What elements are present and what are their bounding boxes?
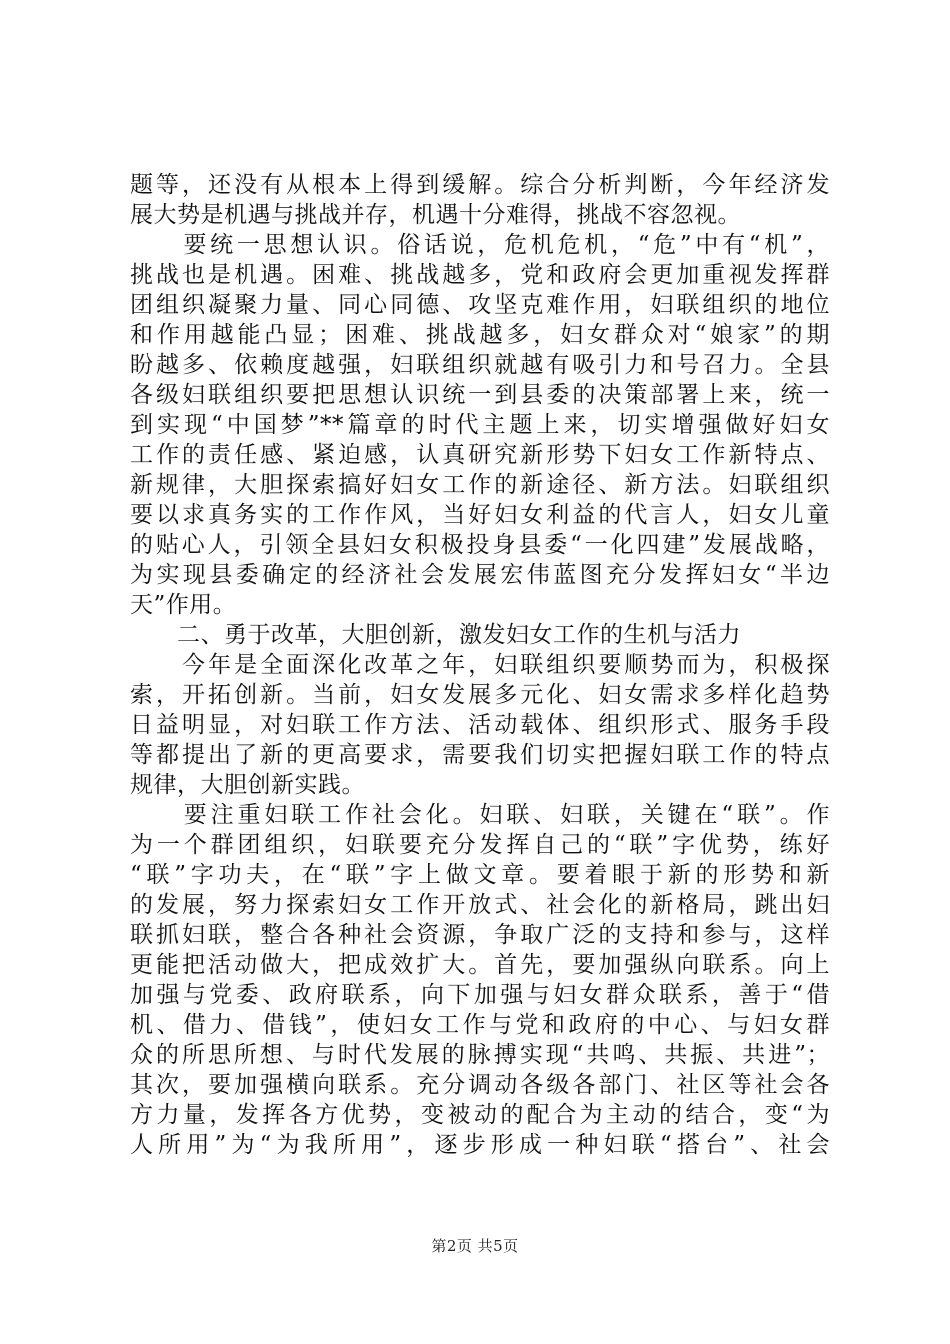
text-line: 要统一思想认识。俗话说，危机危机，“危”中有“机”， xyxy=(130,232,830,258)
body-text xyxy=(130,170,830,1160)
text-line: 的发展，努力探索妇女工作开放式、社会化的新格局，跳出妇 xyxy=(130,892,830,918)
text-line: 题等，还没有从根本上得到缓解。综合分析判断，今年经济发 xyxy=(130,172,830,198)
text-line: 为一个群团组织，妇联要充分发挥自己的“联”字优势，练好 xyxy=(130,832,830,858)
page-footer: 第2页 共5页 xyxy=(431,1237,519,1255)
text-line: 人所用”为“为我所用”，逐步形成一种妇联“搭台”、社会 xyxy=(130,1132,830,1158)
text-line: 联抓妇联，整合各种社会资源，争取广泛的支持和参与，这样 xyxy=(130,922,830,948)
text-line: 挑战也是机遇。困难、挑战越多，党和政府会更加重视发挥群 xyxy=(130,262,830,288)
text-line: 盼越多、依赖度越强，妇联组织就越有吸引力和号召力。全县 xyxy=(130,352,830,378)
text-line: 和作用越能凸显；困难、挑战越多，妇女群众对“娘家”的期 xyxy=(130,322,830,348)
text-line: 索，开拓创新。当前，妇女发展多元化、妇女需求多样化趋势 xyxy=(130,682,830,708)
text-line: 更能把活动做大，把成效扩大。首先，要加强纵向联系。向上 xyxy=(130,952,830,978)
text-line: 各级妇联组织要把思想认识统一到县委的决策部署上来，统一 xyxy=(130,382,830,408)
text-line: 机、借力、借钱”，使妇女工作与党和政府的中心、与妇女群 xyxy=(130,1012,830,1038)
text-line: 众的所思所想、与时代发展的脉搏实现“共鸣、共振、共进”； xyxy=(130,1042,830,1068)
text-line: 二、勇于改革，大胆创新，激发妇女工作的生机与活力 xyxy=(130,622,741,648)
text-line: 加强与党委、政府联系，向下加强与妇女群众联系，善于“借 xyxy=(130,982,830,1008)
text-line: 工作的责任感、紧迫感，认真研究新形势下妇女工作新特点、 xyxy=(130,442,830,468)
text-line: 新规律，大胆探索搞好妇女工作的新途径、新方法。妇联组织 xyxy=(130,472,830,498)
text-line: 日益明显，对妇联工作方法、活动载体、组织形式、服务手段 xyxy=(130,712,830,738)
text-line: 规律，大胆创新实践。 xyxy=(130,772,365,798)
text-line: 今年是全面深化改革之年，妇联组织要顺势而为，积极探 xyxy=(130,652,830,678)
text-line: 要以求真务实的工作作风，当好妇女利益的代言人，妇女儿童 xyxy=(130,502,830,528)
text-line: 等都提出了新的更高要求，需要我们切实把握妇联工作的特点 xyxy=(130,742,830,768)
text-line: 天”作用。 xyxy=(130,592,237,618)
text-line: 的贴心人，引领全县妇女积极投身县委“一化四建”发展战略， xyxy=(130,532,830,558)
text-line: 为实现县委确定的经济社会发展宏伟蓝图充分发挥妇女“半边 xyxy=(130,562,830,588)
text-line: 要注重妇联工作社会化。妇联、妇联，关键在“联”。作 xyxy=(130,802,830,828)
text-line: 展大势是机遇与挑战并存，机遇十分难得，挑战不容忽视。 xyxy=(130,202,741,228)
text-line: 其次，要加强横向联系。充分调动各级各部门、社区等社会各 xyxy=(130,1072,830,1098)
text-line: 到实现“中国梦”**篇章的时代主题上来，切实增强做好妇女 xyxy=(130,412,830,438)
text-line: 方力量，发挥各方优势，变被动的配合为主动的结合，变“为 xyxy=(130,1102,830,1128)
text-line: “联”字功夫，在“联”字上做文章。要着眼于新的形势和新 xyxy=(130,862,830,888)
text-line: 团组织凝聚力量、同心同德、攻坚克难作用，妇联组织的地位 xyxy=(130,292,830,318)
